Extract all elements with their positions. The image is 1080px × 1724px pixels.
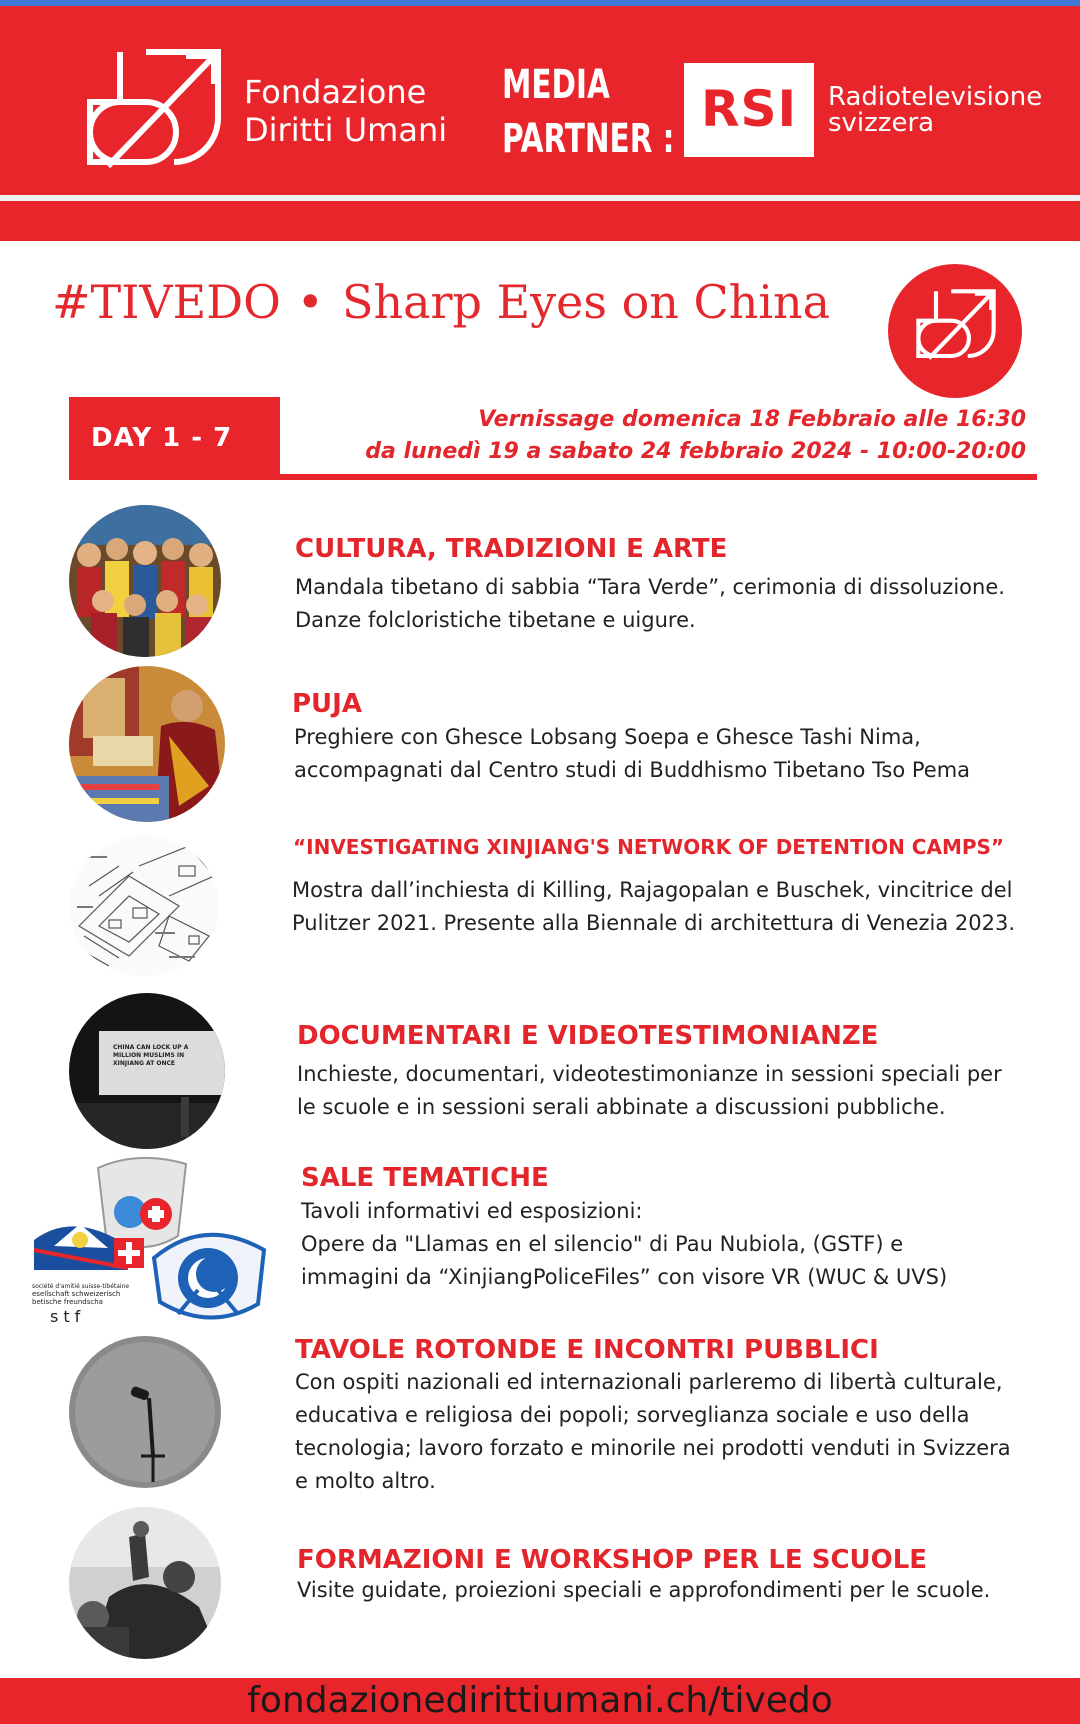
round-tables-line2: educativa e religiosa dei popoli; sorveglianza sociale e uso della: [295, 1403, 970, 1427]
thematic-line1: Tavoli informativi ed esposizioni:: [301, 1199, 643, 1223]
section-body-thematic-rooms: [301, 1195, 947, 1294]
rsi-name-line2: svizzera: [828, 108, 935, 138]
thematic-line2: Opere da "Llamas en el silencio" di Pau Nubiola, (GSTF) e: [301, 1232, 904, 1256]
documentary-photo: [69, 993, 225, 1149]
day-label: DAY 1 - 7: [91, 423, 233, 453]
section-title-workshops: FORMAZIONI E WORKSHOP PER LE SCUOLE: [297, 1545, 928, 1575]
puja-photo: [69, 666, 225, 822]
rsi-name-line1: Radiotelevisione: [828, 82, 1043, 112]
round-tables-line1: Con ospiti nazionali ed internazionali parleremo di libertà culturale,: [295, 1370, 1003, 1394]
section-title-puja: PUJA: [292, 689, 362, 719]
section-body-puja: [294, 721, 970, 787]
title-subtitle: Sharp Eyes on China: [341, 275, 831, 329]
documentaries-line2: le scuole e in sessioni serali abbinate a discussioni pubbliche.: [297, 1095, 946, 1119]
tibet-logo-line1: société d'amitié suisse-tibétaine: [32, 1283, 130, 1290]
screen-line2: MILLION MUSLIMS IN: [113, 1052, 185, 1059]
section-body-round-tables: [295, 1366, 1011, 1498]
vernissage-date: Vernissage domenica 18 Febbraio alle 16:30: [478, 407, 1026, 432]
section-body-detention-camps: [292, 874, 1015, 940]
org-name-line1: Fondazione: [244, 73, 427, 111]
rsi-logo: [684, 63, 814, 157]
website-link[interactable]: fondazionedirittiumani.ch/tivedo: [247, 1680, 833, 1721]
detention-line1: Mostra dall’inchiesta di Killing, Rajagopalan e Buschek, vincitrice del: [292, 878, 1013, 902]
circle-logo-icon: [916, 288, 996, 364]
tibet-logo-line2: esellschaft schweizerisch: [32, 1290, 121, 1298]
title-bullet: •: [296, 275, 324, 329]
section-title-documentaries: DOCUMENTARI E VIDEOTESTIMONIANZE: [297, 1021, 879, 1051]
day-badge: [69, 397, 280, 477]
period-dates: da lunedì 19 a sabato 24 febbraio 2024 - 10:00-20:00: [365, 439, 1026, 464]
culture-line1: Mandala tibetano di sabbia “Tara Verde”, cerimonia di dissoluzione.: [295, 575, 1005, 599]
gstf-logo-text: stf: [50, 1307, 86, 1326]
thematic-line3: immagini da “XinjiangPoliceFiles” con visore VR (WUC & UVS): [301, 1265, 948, 1289]
page-title: [52, 274, 830, 330]
section-body-documentaries: [297, 1058, 1002, 1124]
culture-line2: Danze folcloristiche tibetane e uigure.: [295, 608, 696, 632]
documentaries-line1: Inchieste, documentari, videotestimonianze in sessioni speciali per: [297, 1062, 1002, 1086]
rsi-name: [828, 84, 1042, 136]
screen-line1: CHINA CAN LOCK UP A: [113, 1044, 189, 1051]
fondazione-logo-icon: [86, 48, 222, 174]
workshops-line1: Visite guidate, proiezioni speciali e approfondimenti per le scuole.: [297, 1578, 991, 1602]
section-body-culture: [295, 571, 1005, 637]
section-title-thematic-rooms: SALE TEMATICHE: [301, 1163, 549, 1193]
header-stripe: [0, 195, 1080, 201]
org-name-line2: Diritti Umani: [244, 111, 448, 149]
puja-line2: accompagnati dal Centro studi di Buddhismo Tibetano Tso Pema: [294, 758, 971, 782]
media-line1: MEDIA: [502, 62, 610, 108]
day-divider: [69, 474, 1037, 480]
round-tables-line4: e molto altro.: [295, 1469, 436, 1493]
detention-camps-drawing: [69, 836, 219, 976]
event-dates: [365, 404, 1026, 468]
rsi-logo-text: RSI: [700, 80, 798, 138]
workshop-photo: [69, 1507, 221, 1659]
culture-photo: [69, 505, 221, 657]
detention-line2: Pulitzer 2021. Presente alla Biennale di architettura di Venezia 2023.: [292, 911, 1016, 935]
section-title-detention-camps: “INVESTIGATING XINJIANG'S NETWORK OF DETENTION CAMPS”: [293, 835, 1005, 859]
round-tables-line3: tecnologia; lavoro forzato e minorile nei prodotti venduti in Svizzera: [295, 1436, 1011, 1460]
section-body-workshops: [297, 1574, 990, 1607]
screen-line3: XINJIANG AT ONCE: [113, 1060, 176, 1067]
section-title-round-tables: TAVOLE ROTONDE E INCONTRI PUBBLICI: [295, 1335, 879, 1365]
footer-banner: [0, 1678, 1080, 1724]
partner-logos-cluster: [28, 1150, 296, 1332]
tibet-logo-line3: betische freundscha: [32, 1298, 103, 1306]
title-hashtag: #TIVEDO: [52, 275, 281, 329]
media-line2: PARTNER :: [502, 116, 675, 162]
circle-logo-badge: [888, 264, 1022, 398]
media-partner-label: [502, 58, 674, 166]
puja-line1: Preghiere con Ghesce Lobsang Soepa e Ghesce Tashi Nima,: [294, 725, 921, 749]
section-title-culture: CULTURA, TRADIZIONI E ARTE: [295, 534, 728, 564]
microphone-photo: [69, 1336, 221, 1488]
organization-name: [244, 73, 447, 149]
